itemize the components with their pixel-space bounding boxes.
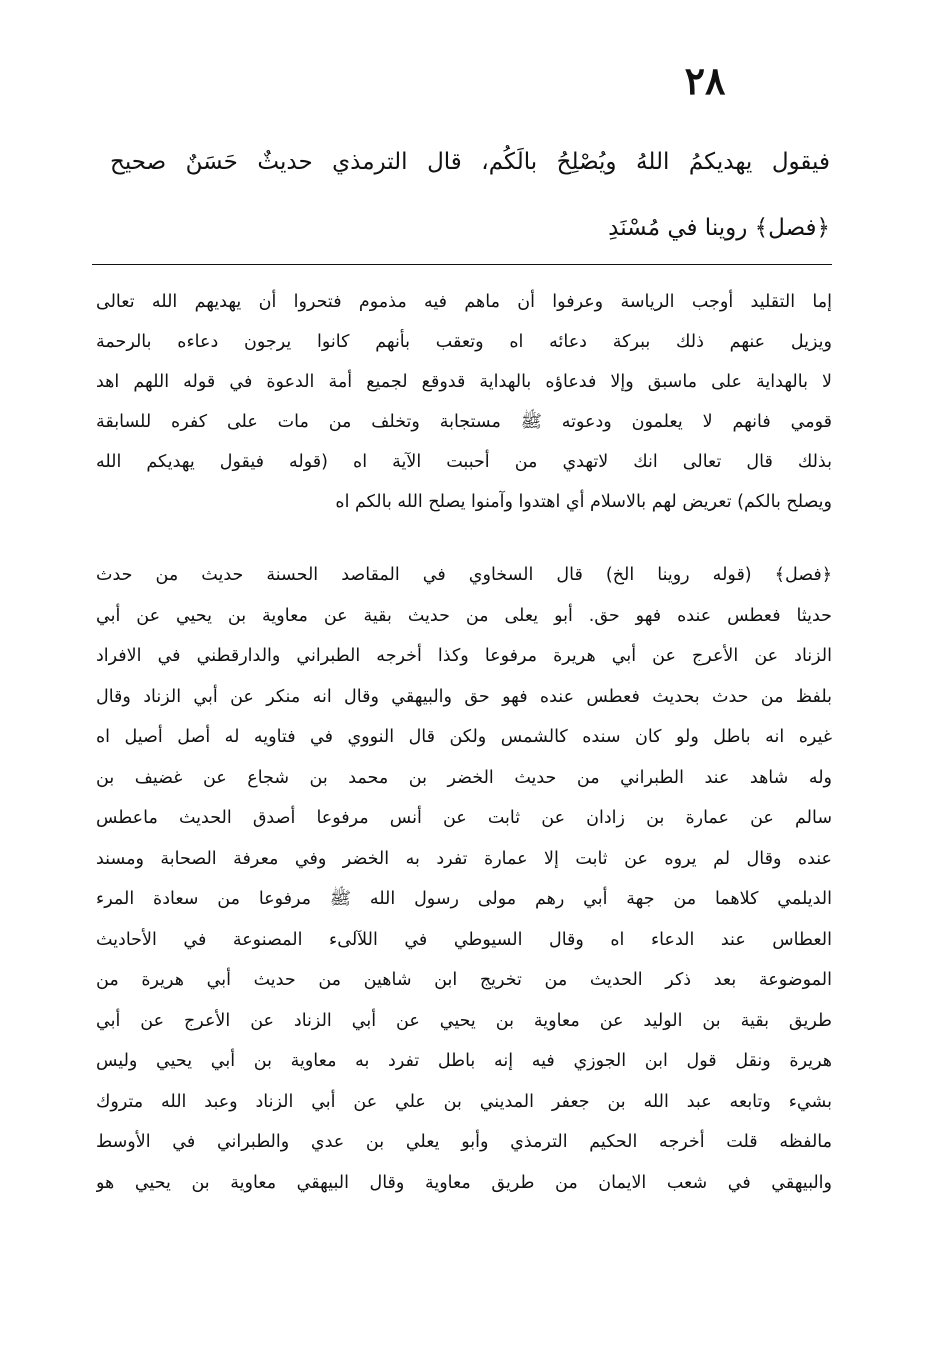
- commentary-line: ويزيل عنهم ذلك ببركة دعائه اه وتعقب بأنهم كانوا يرجون دعاءه بالرحمة: [96, 332, 832, 352]
- commentary-line: الديلمي كلاهما من جهة أبي رهم مولى رسول الله ﷺ مرفوعا من سعادة المرء: [96, 889, 832, 909]
- commentary-line: عنده وقال لم يروه عن ثابت إلا عمارة تفرد به الخضر وفي معرفة الصحابة ومسند: [96, 848, 832, 869]
- commentary-line: العطاس عند الدعاء اه وقال السيوطي في اللآلىء المصنوعة في الأحاديث: [96, 929, 832, 950]
- commentary-line: غيره انه باطل ولو كان سنده كالشمس ولكن قال النووي في فتاويه له أصل أصيل اه: [96, 727, 832, 747]
- commentary-line: هريرة ونقل قول ابن الجوزي فيه إنه باطل تفرد به معاوية بن أبي يحيي وليس: [96, 1051, 832, 1071]
- commentary-line: ويصلح بالكم) تعريض لهم بالاسلام أي اهتدوا وآمنوا يصلح الله بالكم اه: [335, 492, 832, 512]
- commentary-line: مالفظه قلت أخرجه الحكيم الترمذي وأبو يعلي بن عدي والطبراني في الأوسط: [96, 1132, 832, 1152]
- commentary-line: بشيء وتابعه عبد الله بن جعفر المديني بن علي عن أبي الزناد وعبد الله متروك: [96, 1091, 832, 1112]
- commentary-line: سالم عن عمارة بن زادان عن ثابت عن أنس مرفوعا أصدق الحديث ماعطس: [96, 808, 832, 828]
- commentary-line: طريق بقية بن الوليد عن معاوية بن يحيي عن أبي الزناد عن الأعرج عن أبي: [96, 1010, 832, 1031]
- commentary-line: لا بالهداية على ماسبق وإلا فدعاؤه بالهداية قدوقع لجميع أمة الدعوة في قوله اللهم اهد: [96, 372, 832, 392]
- commentary-paragraph-2: [96, 555, 832, 1203]
- commentary-line: الزناد عن الأعرج عن أبي هريرة مرفوعا وكذا أخرجه الطبراني والدارقطني في الافراد: [96, 646, 832, 666]
- commentary-line: الموضوعة بعد ذكر الحديث من تخريج ابن شاهين من حديث أبي هريرة من: [96, 970, 832, 990]
- commentary-line: وله شاهد عند الطبراني من حديث الخضر بن محمد بن شجاع عن غضيف بن: [96, 767, 832, 788]
- commentary-line: بذلك قال تعالى انك لاتهدي من أحببت الآية اه (قوله فيقول يهديكم الله: [96, 452, 832, 472]
- commentary-line: حديثا فعطس عنده فهو حق. أبو يعلى من حديث بقية عن معاوية بن يحيي عن أبي: [96, 605, 832, 626]
- main-text-line-1: فيقول يهديكمُ اللهُ ويُصْلِحُ بالَكُم، قال الترمذي حديثٌ حَسَنٌ صحيح: [110, 149, 830, 175]
- commentary-line: ﴿فصل﴾ (قوله روينا الخ) قال السخاوي في المقاصد الحسنة حديث من حدث: [96, 565, 832, 585]
- page-number: ٢٨: [684, 58, 726, 103]
- footnote-divider: [92, 264, 832, 265]
- commentary-line: بلفظ من حدث بحديث فعطس عنده فهو حق والبيهقي وقال انه منكر عن أبي الزناد وقال: [96, 686, 832, 707]
- commentary-paragraph-1: [96, 282, 832, 522]
- main-text-line-2: ﴿فصل﴾ روينا في مُسْنَدِ: [608, 215, 830, 241]
- commentary-line: إما التقليد أوجب الرياسة وعرفوا أن ماهم فيه مذموم فتحروا أن يهديهم الله تعالى: [96, 292, 832, 312]
- commentary-line: قومي فانهم لا يعلمون ودعوته ﷺ مستجابة وتخلف من مات على كفره للسابقة: [96, 412, 832, 432]
- commentary-line: والبيهقي في شعب الايمان من طريق معاوية وقال البيهقي معاوية بن يحيي هو: [96, 1172, 832, 1193]
